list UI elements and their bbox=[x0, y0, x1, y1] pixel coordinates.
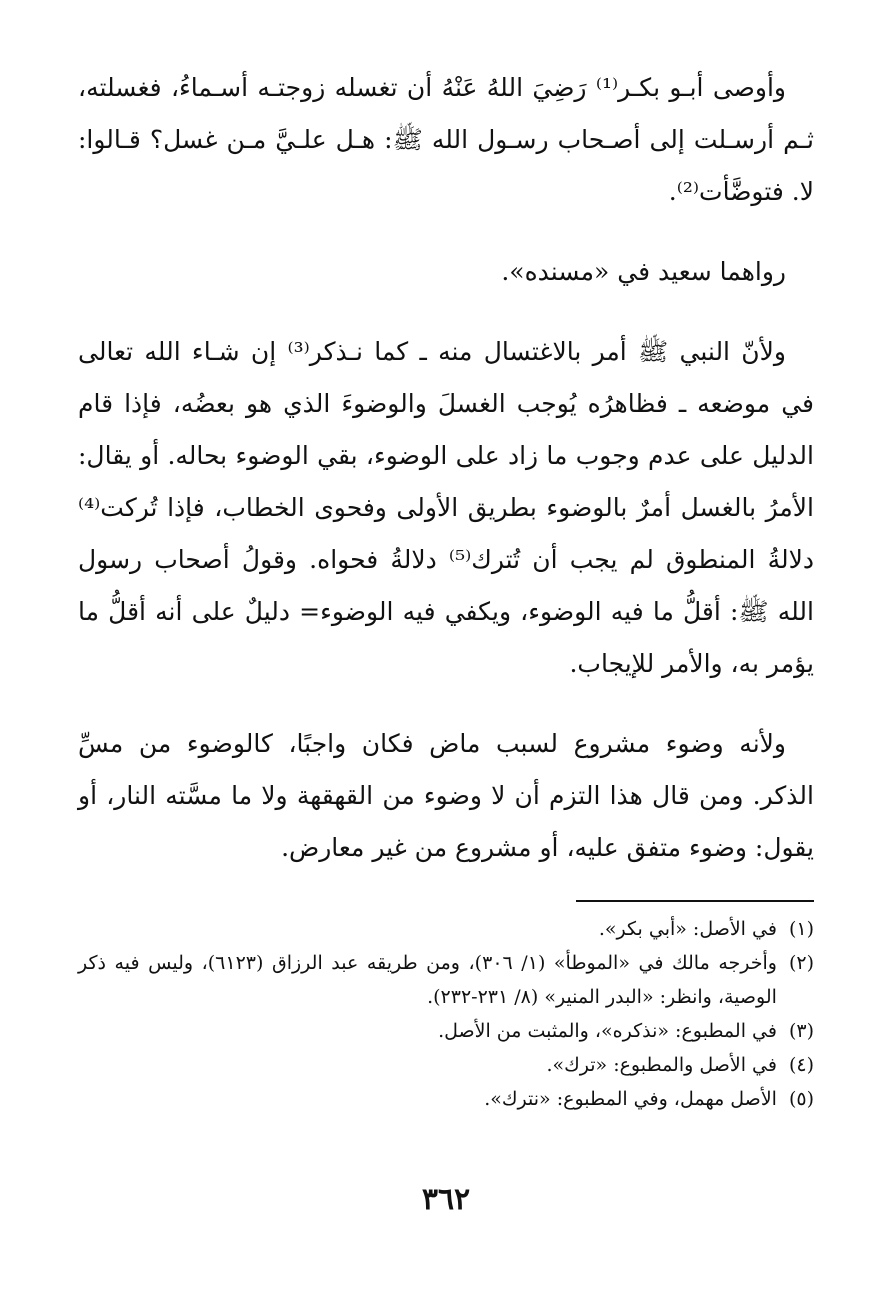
footnote-text: في الأصل: «أبي بكر». bbox=[598, 918, 777, 940]
footnote-number: (١) bbox=[788, 918, 814, 940]
page-body bbox=[78, 62, 814, 874]
paragraph-4: ولأنه وضوء مشروع لسبب ماض فكان واجبًا، كالوضوء من مسِّ الذكر. ومن قال هذا التزم أن لا وضوء من القهقهة ولا ما مسَّته النار، أو يقول: وضوء متفق عليه، أو مشروع من غير معارض. bbox=[78, 729, 814, 862]
footnote-text: في المطبوع: «نذكره»، والمثبت من الأصل. bbox=[438, 1020, 777, 1042]
footnote-list bbox=[78, 912, 814, 1116]
paragraph-1: وأوصى أبـو بكـر⁽¹⁾ رَضِيَ اللهُ عَنْهُ أن تغسله زوجتـه أسـماءُ، فغسلته، ثـم أرسـلت إلى أصـحاب رسـول الله ﷺ: هـل علـيَّ مـن غسل؟ قـالوا: لا. فتوضَّأت⁽²⁾. bbox=[78, 73, 814, 206]
footnote-number: (٥) bbox=[788, 1088, 814, 1110]
footnote-item bbox=[78, 1014, 814, 1048]
footnote-number: (٣) bbox=[788, 1020, 814, 1042]
footnote-item bbox=[78, 1082, 814, 1116]
footnote-item bbox=[78, 912, 814, 946]
footnote-item bbox=[78, 1048, 814, 1082]
footnote-text: الأصل مهمل، وفي المطبوع: «نترك». bbox=[484, 1088, 777, 1110]
footnote-item bbox=[78, 946, 814, 1014]
footnote-divider bbox=[576, 900, 814, 902]
footnote-number: (٢) bbox=[788, 952, 814, 974]
footnote-text: في الأصل والمطبوع: «ترك». bbox=[546, 1054, 777, 1076]
footnotes-section bbox=[78, 900, 814, 1116]
paragraph-3: ولأنّ النبي ﷺ أمر بالاغتسال منه ـ كما نـذكر⁽³⁾ إن شـاء الله تعالى في موضعه ـ فظاهرُه يُوجب الغسلَ والوضوءَ الذي هو بعضُه، فإذا قام الدليل على عدم وجوب ما زاد على الوضوء، بقي الوضوء بحاله. أو يقال: الأمرُ بالغسل أمرٌ بالوضوء بطريق الأولى وفحوى الخطاب، فإذا تُركت⁽⁴⁾ دلالةُ المنطوق لم يجب أن تُترك⁽⁵⁾ دلالةُ فحواه. وقولُ أصحاب رسول الله ﷺ: أقلُّ ما فيه الوضوء، ويكفي فيه الوضوء= دليلٌ على أنه أقلُّ ما يؤمر به، والأمر للإيجاب. bbox=[78, 337, 814, 678]
page-number: ٣٦٢ bbox=[421, 1182, 471, 1217]
footnote-number: (٤) bbox=[788, 1054, 814, 1076]
paragraph-2: رواهما سعيد في «مسنده». bbox=[501, 257, 786, 286]
footnote-text: وأخرجه مالك في «الموطأ» (١/ ٣٠٦)، ومن طريقه عبد الرزاق (٦١٢٣)، وليس فيه ذكر الوصية، وانظر: «البدر المنير» (٨/ ٢٣١-٢٣٢). bbox=[78, 952, 777, 1008]
